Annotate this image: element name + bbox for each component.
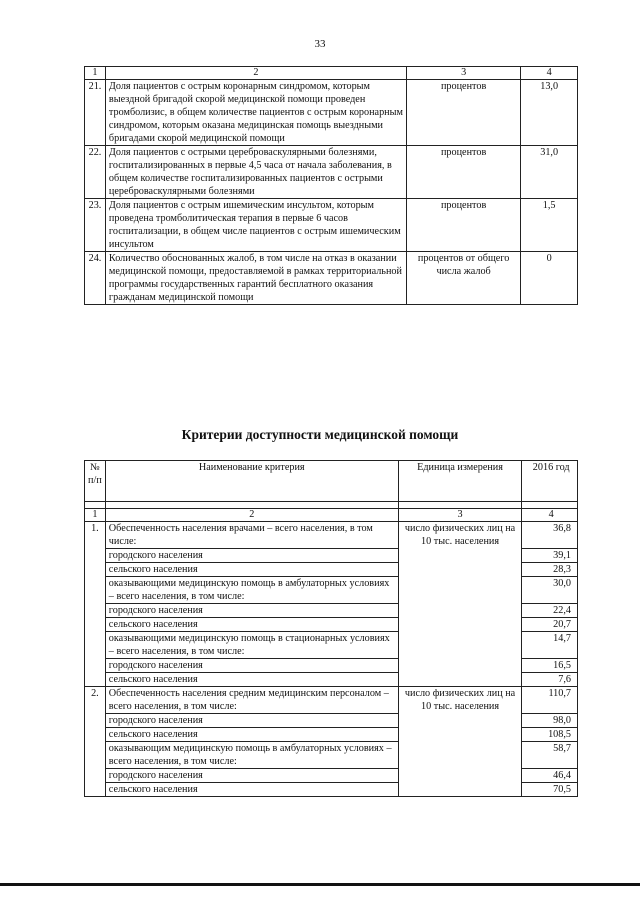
- col-num-2: 2: [105, 509, 398, 522]
- criterion-value: 20,7: [522, 618, 578, 632]
- criterion-name: Обеспеченность населения средним медицинским персоналом – всего населения, в том числе:: [105, 687, 398, 714]
- criterion-value: 110,7: [522, 687, 578, 714]
- row-number: 24.: [85, 252, 106, 305]
- row-value: 1,5: [521, 199, 578, 252]
- row-unit: процентов: [406, 80, 520, 146]
- criterion-name: оказывающим медицинскую помощь в амбулаторных условиях – всего населения, в том числе:: [105, 742, 398, 769]
- criterion-value: 22,4: [522, 604, 578, 618]
- row-description: Доля пациентов с острым ишемическим инсультом, которым проведена тромболитическая терапия в первые 6 часов госпитализации, в общем числе пациентов с острым ишемическим инсультом: [105, 199, 406, 252]
- col-num-1: 1: [85, 67, 106, 80]
- criterion-name: сельского населения: [105, 618, 398, 632]
- accessibility-criteria-table: [84, 460, 578, 797]
- header-num: № п/п: [85, 461, 106, 502]
- row-number: 21.: [85, 80, 106, 146]
- criterion-value: 70,5: [522, 783, 578, 797]
- col-num-4: 4: [521, 67, 578, 80]
- col-num-4: 4: [522, 509, 578, 522]
- table-row: [85, 252, 578, 305]
- table-column-numbers: [85, 67, 578, 80]
- criterion-name: сельского населения: [105, 563, 398, 577]
- table-header-row: [85, 461, 578, 502]
- page-bottom-rule: [0, 883, 640, 886]
- criterion-value: 58,7: [522, 742, 578, 769]
- row-description: Доля пациентов с острым коронарным синдромом, которым выездной бригадой скорой медицинской помощи проведен тромболизис, в общем количестве пациентов с острым коронарным синдромом, которым оказана медицинская помощь выездными бригадами скорой медицинской помощи: [105, 80, 406, 146]
- criterion-value: 16,5: [522, 659, 578, 673]
- col-num-3: 3: [398, 509, 522, 522]
- table-column-numbers: [85, 509, 578, 522]
- criterion-name: оказывающими медицинскую помощь в амбулаторных условиях – всего населения, в том числе:: [105, 577, 398, 604]
- row-unit: процентов: [406, 146, 520, 199]
- criterion-name: городского населения: [105, 714, 398, 728]
- col-num-1: 1: [85, 509, 106, 522]
- page-number: 33: [314, 38, 326, 50]
- col-num-2: 2: [105, 67, 406, 80]
- criterion-value: 28,3: [522, 563, 578, 577]
- row-description: Доля пациентов с острыми цереброваскулярными болезнями, госпитализированных в первые 4,5 часа от начала заболевания, в общем количестве госпитализированных пациентов с острыми цереброваскулярными болезнями: [105, 146, 406, 199]
- row-description: Количество обоснованных жалоб, в том числе на отказ в оказании медицинской помощи, предоставляемой в рамках территориальной программы государственных гарантий бесплатного оказания гражданам медицинской помощи: [105, 252, 406, 305]
- row-value: 31,0: [521, 146, 578, 199]
- criterion-value: 46,4: [522, 769, 578, 783]
- col-num-3: 3: [406, 67, 520, 80]
- criterion-name: оказывающими медицинскую помощь в стационарных условиях – всего населения, в том числе:: [105, 632, 398, 659]
- criterion-value: 98,0: [522, 714, 578, 728]
- criterion-name: Обеспеченность населения врачами – всего населения, в том числе:: [105, 522, 398, 549]
- header-unit: Единица измерения: [398, 461, 522, 502]
- criterion-name: городского населения: [105, 659, 398, 673]
- criterion-unit: число физических лиц на 10 тыс. населения: [398, 687, 522, 797]
- row-number: 23.: [85, 199, 106, 252]
- table-row: [85, 199, 578, 252]
- criterion-value: 30,0: [522, 577, 578, 604]
- criterion-name: сельского населения: [105, 783, 398, 797]
- row-unit: процентов от общего числа жалоб: [406, 252, 520, 305]
- criterion-name: городского населения: [105, 604, 398, 618]
- criterion-value: 39,1: [522, 549, 578, 563]
- header-year: 2016 год: [522, 461, 578, 502]
- header-spacer: [85, 502, 578, 509]
- row-unit: процентов: [406, 199, 520, 252]
- criterion-name: сельского населения: [105, 728, 398, 742]
- criterion-value: 36,8: [522, 522, 578, 549]
- criterion-value: 7,6: [522, 673, 578, 687]
- section-title: Критерии доступности медицинской помощи: [181, 427, 459, 442]
- criterion-value: 14,7: [522, 632, 578, 659]
- table-row: [85, 146, 578, 199]
- criterion-name: городского населения: [105, 769, 398, 783]
- indicators-table-continued: [84, 66, 578, 305]
- group-number: 1.: [85, 522, 106, 687]
- group-number: 2.: [85, 687, 106, 797]
- header-name: Наименование критерия: [105, 461, 398, 502]
- table-row: [85, 80, 578, 146]
- table-row: [85, 522, 578, 549]
- criterion-unit: число физических лиц на 10 тыс. населения: [398, 522, 522, 687]
- row-value: 13,0: [521, 80, 578, 146]
- row-value: 0: [521, 252, 578, 305]
- criterion-value: 108,5: [522, 728, 578, 742]
- row-number: 22.: [85, 146, 106, 199]
- table-row: [85, 687, 578, 714]
- criterion-name: городского населения: [105, 549, 398, 563]
- criterion-name: сельского населения: [105, 673, 398, 687]
